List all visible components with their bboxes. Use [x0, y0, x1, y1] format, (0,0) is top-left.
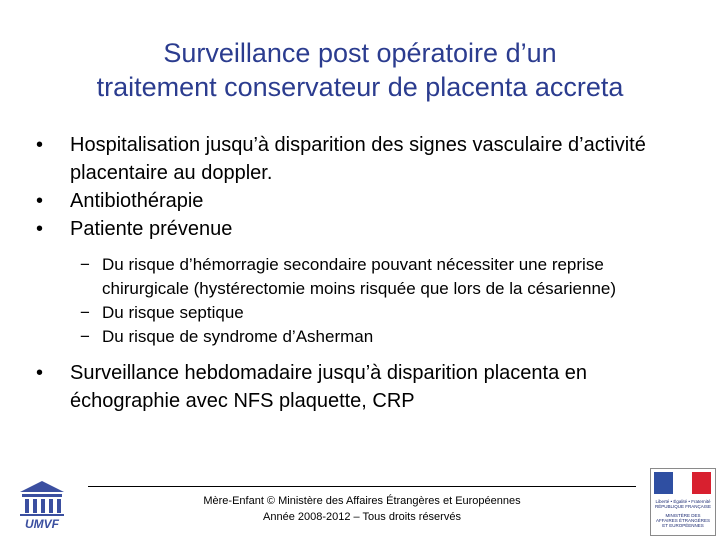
bullet-mark: • — [36, 218, 44, 240]
sub-bullet-text: Du risque septique — [102, 303, 244, 322]
sub-bullet-list — [32, 253, 692, 349]
title-line-1: Surveillance post opératoire d’un — [163, 38, 557, 68]
sub-bullet-septique — [32, 301, 692, 325]
footer-years: Année 2008-2012 – Tous droits réservés — [263, 511, 461, 523]
title-line-2: traitement conservateur de placenta accreta — [96, 72, 624, 102]
bullet-patiente-prevenue — [32, 215, 692, 243]
sub-bullet-text: Du risque de syndrome d’Asherman — [102, 327, 374, 346]
bullet-text: Hospitalisation jusqu’à disparition des signes vasculaire d’activité placentaire au doppler. — [70, 134, 646, 184]
bullet-antibiotherapie — [32, 187, 692, 215]
umvf-logo-text: UMVF — [25, 517, 59, 530]
bullet-text: Patiente prévenue — [70, 218, 233, 240]
footer-divider — [88, 486, 636, 487]
bullet-mark: • — [36, 134, 44, 156]
sub-bullet-hemorragie — [32, 253, 692, 301]
footer-copyright: Mère-Enfant © Ministère des Affaires Étrangères et Européennes — [203, 495, 521, 507]
bullet-hospitalisation — [32, 131, 692, 187]
bullet-mark: • — [36, 190, 44, 212]
slide-content — [32, 131, 692, 415]
footer — [88, 493, 636, 525]
sub-bullet-text: Du risque d’hémorragie secondaire pouvant nécessiter une reprise chirurgicale (hystérectomie moins risquée que lors de la césarienne) — [102, 255, 617, 298]
french-flag-icon — [654, 472, 711, 494]
sub-bullet-mark: − — [80, 255, 90, 274]
slide-title — [20, 36, 700, 104]
sub-bullet-mark: − — [80, 303, 90, 322]
bullet-surveillance — [32, 359, 692, 415]
umvf-logo — [14, 478, 70, 530]
bullet-text: Surveillance hebdomadaire jusqu’à disparition placenta en échographie avec NFS plaquette, CRP — [70, 362, 588, 412]
sub-bullet-asherman — [32, 325, 692, 349]
umvf-building-icon — [14, 478, 70, 530]
bullet-text: Antibiothérapie — [70, 190, 204, 212]
sub-bullet-mark: − — [80, 327, 90, 346]
ministry-logo — [650, 468, 716, 536]
ministry-logo-text: Liberté • Égalité • Fraternité RÉPUBLIQUE FRANÇAISE MINISTÈRE DES AFFAIRES ÉTRANGÈRES ET EUROPÉENNES — [655, 499, 712, 528]
bullet-mark: • — [36, 362, 44, 384]
